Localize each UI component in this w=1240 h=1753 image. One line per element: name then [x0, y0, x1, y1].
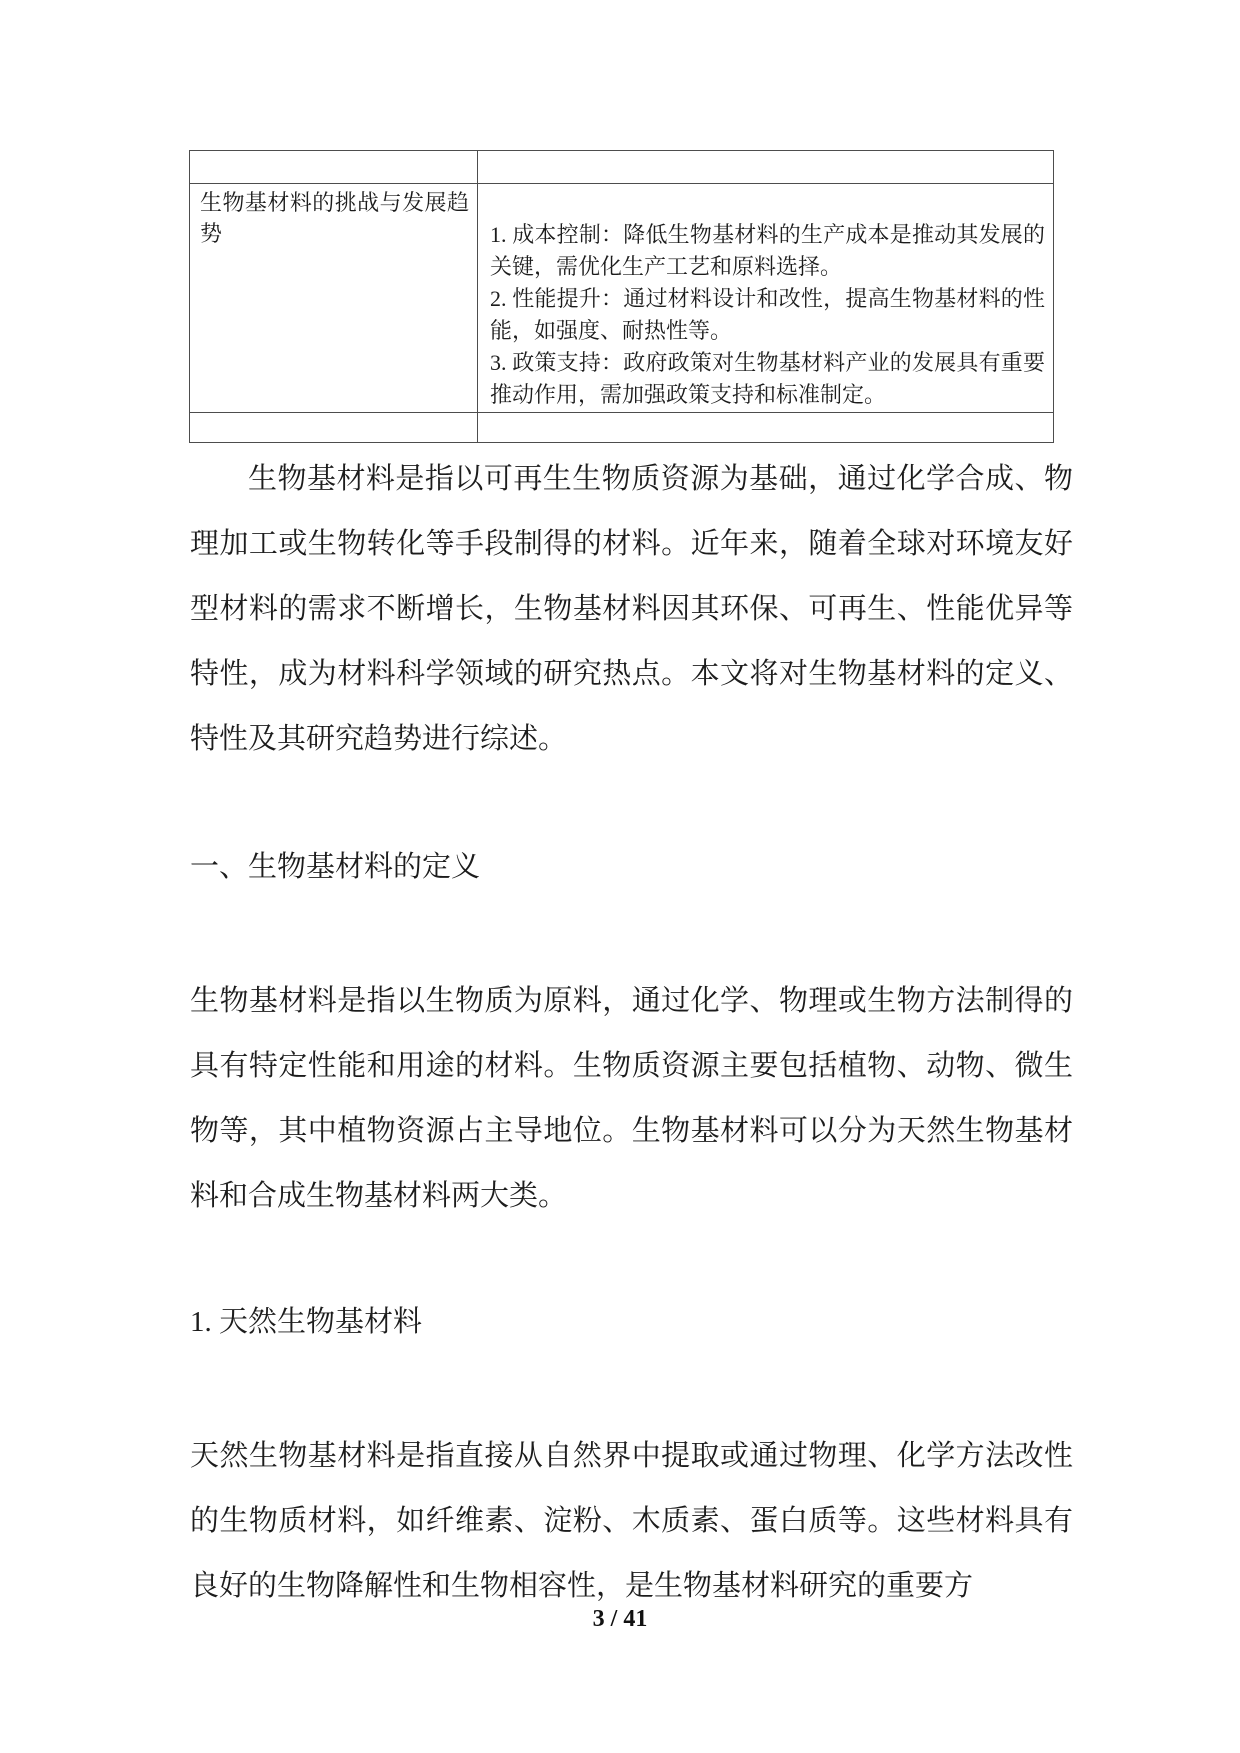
table-row-empty-bottom — [190, 413, 1054, 443]
subsection-heading-natural: 1. 天然生物基材料 — [190, 1306, 423, 1338]
table-points-cell — [478, 184, 1054, 413]
table-point-performance: 2. 性能提升：通过材料设计和改性，提高生物基材料的性能，如强度、耐热性等。 — [490, 286, 1045, 343]
table-topic-cell: 生物基材料的挑战与发展趋势 — [190, 184, 478, 413]
table-cell-empty-right — [478, 413, 1054, 443]
page-number: 3 / 41 — [592, 1606, 648, 1632]
section-heading-definition: 一、生物基材料的定义 — [190, 851, 481, 883]
natural-materials-paragraph: 天然生物基材料是指直接从自然界中提取或通过物理、化学方法改性的生物质材料，如纤维素、淀粉、木质素、蛋白质等。这些材料具有良好的生物降解性和生物相容性，是生物基材料研究的重要方 — [190, 1440, 1073, 1602]
table-point-cost-control: 1. 成本控制：降低生物基材料的生产成本是推动其发展的关键，需优化生产工艺和原料选择。 — [490, 222, 1045, 279]
table-cell-empty-right — [478, 151, 1054, 184]
definition-paragraph: 生物基材料是指以生物质为原料，通过化学、物理或生物方法制得的具有特定性能和用途的材料。生物质资源主要包括植物、动物、微生物等，其中植物资源占主导地位。生物基材料可以分为天然生物基材料和合成生物基材料两大类。 — [190, 985, 1073, 1212]
challenges-table — [189, 150, 1054, 443]
table-cell-empty-left — [190, 413, 478, 443]
table-row-empty-top — [190, 151, 1054, 184]
intro-paragraph: 生物基材料是指以可再生生物质资源为基础，通过化学合成、物理加工或生物转化等手段制得的材料。近年来，随着全球对环境友好型材料的需求不断增长，生物基材料因其环保、可再生、性能优异等特性，成为材料科学领域的研究热点。本文将对生物基材料的定义、特性及其研究趋势进行综述。 — [190, 463, 1073, 755]
table-cell-empty-left — [190, 151, 478, 184]
table-point-policy: 3. 政策支持：政府政策对生物基材料产业的发展具有重要推动作用，需加强政策支持和标准制定。 — [490, 350, 1045, 407]
table-row-content — [190, 184, 1054, 413]
